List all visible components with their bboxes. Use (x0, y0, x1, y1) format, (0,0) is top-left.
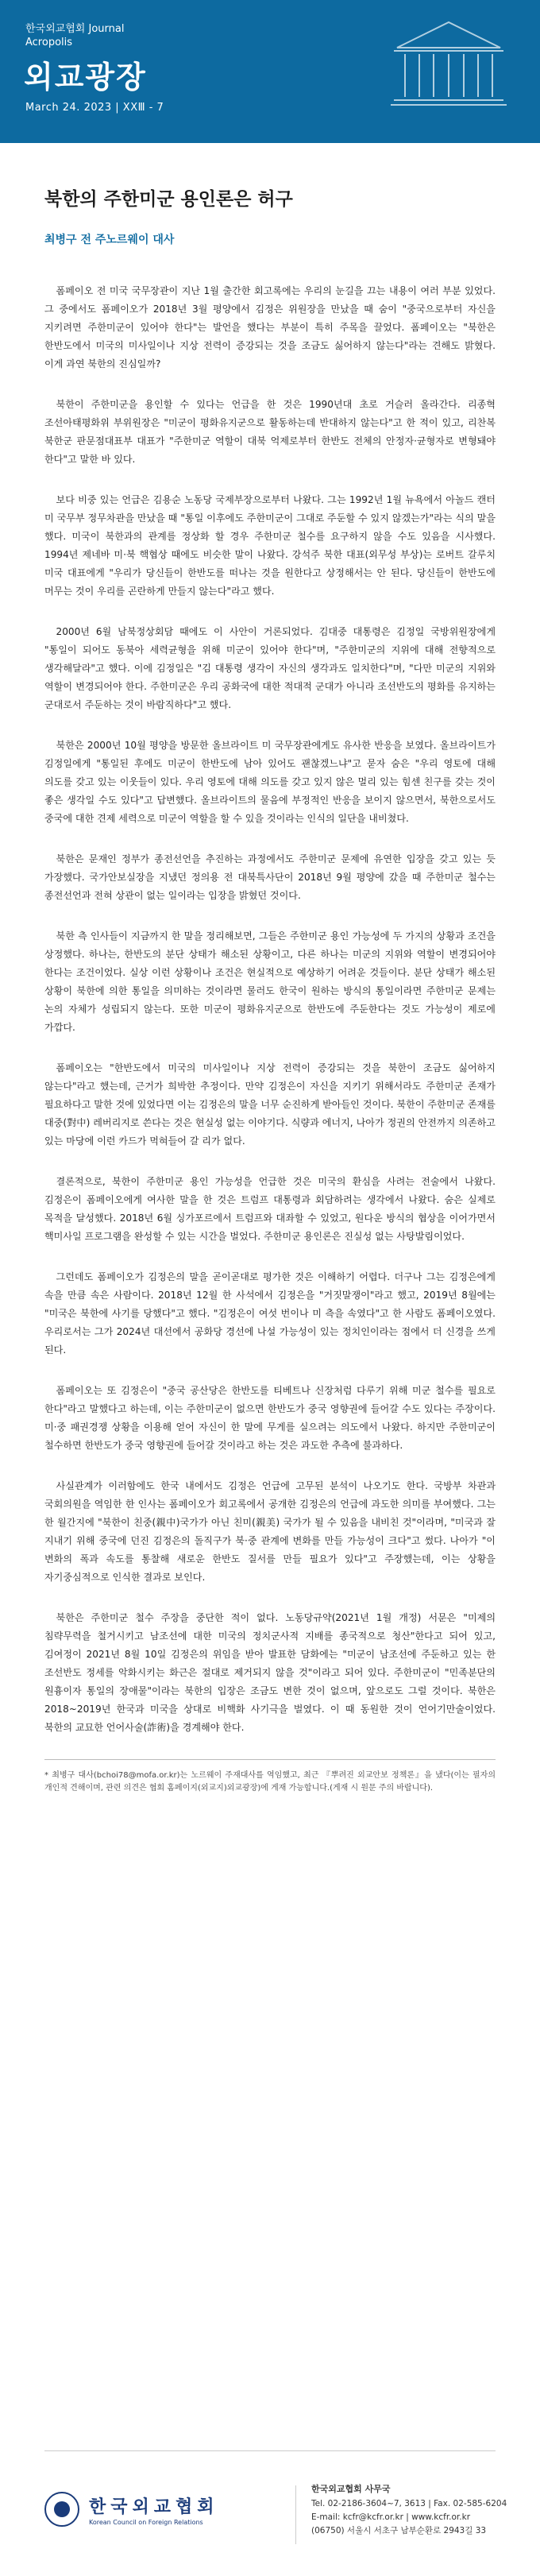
journal-org-ko: 한국외교협회 Journal (25, 23, 125, 35)
tel-fax: Tel. 02-2186-3604~7, 3613 | Fax. 02-585-6204 (311, 2499, 507, 2508)
paragraph: 북한 측 인사들이 지금까지 한 말을 정리해보면, 그들은 주한미군 용인 가능성에 두 가지의 상황과 조건을 상정했다. 하나는, 한반도의 분단 상태가 해소된 상황이고, 다른 하나는 미군의 지위와 역할이 변경되어야 한다는 조건이었다. 실상 이런 상황이나 조건은 현실적으로 예상하기 어려운 것들이다. 분단 상태가 해소된 상황이 북한에 의한 통일을 의미하는 것이라면 물러도 한국이 원하는 방식의 통일이라면 주한미군 문제는 논의 자체가 성립되지 않는다. 또한 미군이 평화유지군으로 한반도에 주둔한다는 것도 가능성이 제로에 가깝다. (44, 930, 496, 1033)
address: (06750) 서울시 서초구 남부순환로 2943길 33 (311, 2526, 487, 2535)
paragraph: 폼페이오는 "한반도에서 미국의 미사일이나 지상 전력이 증강되는 것을 북한이 조금도 싫어하지 않는다"라고 했는데, 근거가 희박한 추정이다. 만약 김정은이 자신을 지키기 위해서라도 주한미군 존재가 필요하다고 말한 것에 있었다면 이는 김정은의 말을 너무 순진하게 받아들인 것이다. 북한이 주한미군 존재를 대중(對中) 레버리지로 쓴다는 것은 현실성 없는 이야기다. 식량과 에너지, 나아가 정권의 안전까지 의존하고 있는 마당에 이런 카드가 먹혀들어 갈 리가 없다. (44, 1062, 496, 1147)
article-author: 최병구 전 주노르웨이 대사 (44, 234, 175, 246)
paragraph: 2000년 6월 남북정상회담 때에도 이 사안이 거론되었다. 김대중 대통령은 김정일 국방위원장에게 "통일이 되어도 동북아 세력균형을 위해 미군이 있어야 한다"며, "주한미군의 지위에 대해 전향적으로 생각해달라"고 했다. 이에 김정일은 "김 대통령 생각이 자신의 생각과도 일치한다"며, "다만 미군의 지위와 역할이 변경되어야 한다. 주한미군은 우리 공화국에 대한 적대적 군대가 아니라 조선반도의 평화를 유지하는 군대로서 주둔하는 것이 바람직하다"고 했다. (44, 626, 496, 710)
paragraph: 북한은 2000년 10월 평양을 방문한 올브라이트 미 국무장관에게도 유사한 반응을 보였다. 올브라이트가 김정일에게 "통일된 후에도 미군이 한반도에 남아 있어도 괜찮겠느냐"고 묻자 숨은 "우리 영토에 대해 의도를 갖고 있는 이웃들이 있다. 우리 영토에 대해 의도를 갖고 있지 않은 멀리 있는 힘센 친구를 갖는 것이 좋은 생각일 수도 있다"고 답변했다. 올브라이트의 물음에 부정적인 반응을 보이지 않으면서, 북한으로서도 중국에 대한 견제 세력으로 미군이 역할을 할 수 있을 것이라는 인식의 일단을 내비쳤다. (44, 740, 496, 824)
paragraph: 폼페이오 전 미국 국무장관이 지난 1월 출간한 회고록에는 우리의 눈길을 끄는 내용이 여러 부분 있었다. 그 중에서도 폼페이오가 2018년 3월 평양에서 김정은 위원장을 만났을 때 숨이 "중국으로부터 자신을 지키려면 주한미군이 있어야 한다"는 발언을 했다는 부분이 특히 주목을 끌었다. 폼페이오는 "북한은 한반도에서 미국의 미사일이나 지상 전력이 증강되는 것을 조금도 싫어하지 않는다"라는 견해도 밝혔다. 이게 과연 북한의 진심일까? (44, 285, 496, 369)
paragraph: 결론적으로, 북한이 주한미군 용인 가능성을 언급한 것은 미국의 환심을 사려는 전술에서 나왔다. 김정은이 폼페이오에게 여사한 말을 한 것은 트럼프 대통령과 회담하려는 생각에서 나왔다. 숨은 실제로 목적을 달성했다. 2018년 6월 싱가포르에서 트럼프와 대좌할 수 있었고, 원다운 방식의 협상을 이어가면서 핵미사일 프로그램을 완성할 수 있는 시간을 벌었다. 주한미군 용인론은 진실성 없는 사탕발림이었다. (44, 1176, 496, 1242)
journal-org (25, 22, 124, 49)
paragraph: 북한이 주한미군을 용인할 수 있다는 언급을 한 것은 1990년대 초로 거슬러 올라간다. 리종혁 조선아태평화위 부위원장은 "미군이 평화유지군으로 활동하는데 반대하지 않는다"고 한 적이 있고, 리찬복 북한군 판문점대표부 대표가 "주한미군 역할이 대북 억제로부터 한반도 전체의 안정자·균형자로 변형돼야 한다"고 말한 바 있다. (44, 399, 496, 465)
paragraph: 북한은 주한미군 철수 주장을 중단한 적이 없다. 노동당규약(2021년 1월 개정) 서문은 "미제의 침략무력을 철거시키고 남조선에 대한 미국의 정치군사적 지배를 종국적으로 청산"한다고 되어 있고, 김여정이 2021년 8월 10일 김정은의 위임을 받아 발표한 담화에는 "미군이 남조선에 주둔하고 있는 한 조선반도 정세를 악화시키는 화근은 절대로 제거되지 않을 것"이라고 되어 있다. 주한미군이 "민족분단의 원흉이자 통일의 장애물"이라는 북한의 입장은 조금도 변한 것이 없으며, 앞으로도 그럴 것이다. 북한은 2018~2019년 한국과 미국을 상대로 비핵화 사기극을 벌였다. 이 때 동원한 것이 언어기만술이었다. 북한의 교묘한 언어사술(詐術)을 경계해야 한다. (44, 1612, 496, 1733)
paragraph: 보다 비중 있는 언급은 김용순 노동당 국제부장으로부터 나왔다. 그는 1992년 1월 뉴욕에서 아놀드 캔터 미 국무부 정무차관을 만났을 때 "통일 이후에도 주한미군이 그대로 주둔할 수 있지 않겠는가"라는 식의 말을 했다. 미국이 북한과의 관계를 정상화 할 경우 주한미군 철수를 요구하지 않을 수도 있음을 시사했다. 1994년 제네바 미·북 핵협상 때에도 비슷한 말이 나왔다. 강석주 북한 대표(외무성 부상)는 로버트 갈루치 미국 대표에게 "우리가 당신들이 한반도를 떠나는 것을 원한다고 상정해서는 안 된다. 당신들이 한반도에 머무는 것이 우리를 곤란하게 만들지 않는다"라고 했다. (44, 494, 496, 597)
journal-org-en: Acropolis (25, 37, 73, 48)
article-title: 북한의 주한미군 용인론은 허구 (44, 189, 293, 210)
email-web: E-mail: kcfr@kcfr.or.kr | www.kcfr.or.kr (311, 2512, 471, 2522)
logo-name-ko: 한국외교협회 (89, 2497, 219, 2517)
journal-header (0, 0, 540, 143)
paragraph: 폼페이오는 또 김정은이 "중국 공산당은 한반도를 티베트나 신장처럼 다루기 위해 미군 철수를 필요로 한다"라고 말했다고 하는데, 이는 주한미군이 없으면 한반도가 중국 영향권에 들어갈 수도 있다는 주장이다. 미·중 패권경쟁 상황을 이용해 얻어 자신이 한 말에 무게를 실으려는 의도에서 나왔다. 하지만 주한미군이 철수하면 한반도가 중국 영향권에 들어갈 것이라고 하는 것은 과도한 추측에 불과하다. (44, 1385, 496, 1451)
office-name: 한국외교협회 사무국 (311, 2484, 391, 2494)
kcfr-emblem-icon (44, 2492, 79, 2527)
logo-name-en: Korean Council on Foreign Relations (89, 2519, 203, 2526)
article-body (44, 282, 496, 1737)
footer-separator (295, 2485, 296, 2544)
journal-title: 외교광장 (24, 60, 147, 95)
contact-info (311, 2482, 507, 2538)
footer-divider (44, 2450, 496, 2451)
page-footer (0, 2450, 540, 2576)
author-footnote: * 최병구 대사(bchoi78@mofa.or.kr)는 노르웨이 주재대사를 역임했고, 최근 『뿌려진 외교안보 정책론』을 냈다(이는 필자의 개인적 견해이며, 관련 의견은 협회 홈페이지(외교지)외교광장)에 게재 가능합니다.(게재 시 원문 주의 바랍니다). (44, 1771, 496, 1793)
footnote-divider (44, 1759, 496, 1760)
paragraph: 북한은 문재인 정부가 종전선언을 추진하는 과정에서도 주한미군 문제에 유연한 입장을 갖고 있는 듯 가장했다. 국가안보실장을 지냈던 정의용 전 대북특사단이 2018년 9월 평양에 갔을 때 주한미군 철수는 종전선언과 전혀 상관이 없는 일이라는 입장을 밝혔던 것이다. (44, 853, 496, 901)
paragraph: 그런데도 폼페이오가 김정은의 말을 곧이곧대로 평가한 것은 이해하기 어렵다. 더구나 그는 김정은에게 속을 만큼 속은 사람이다. 2018년 12월 한 사석에서 김정은을 "거짓말쟁이"라고 했고, 2019년 8월에는 "미국은 북한에 사기를 당했다"고 했다. "김정은이 여섯 번이나 미 측을 속였다"고 한 사람도 폼페이오였다. 우리로서는 그가 2024년 대선에서 공화당 경선에 나설 가능성이 있는 정치인이라는 점에서 더 신경을 쓰게 된다. (44, 1271, 496, 1356)
issue-date: March 24. 2023 | XXⅢ - 7 (25, 102, 164, 114)
kcfr-logo (44, 2489, 267, 2536)
article (0, 184, 540, 1795)
paragraph: 사실관계가 이러함에도 한국 내에서도 김정은 언급에 고무된 분석이 나오기도 한다. 국방부 차관과 국회의원을 역임한 한 인사는 폼페이오가 회고록에서 공개한 김정은의 언급에 과도한 의미를 부여했다. 그는 한 월간지에 "북한이 친중(親中)국가가 아닌 친미(親美) 국가가 될 수 있음을 내비친 것"이라며, "미국과 잘 지내기 위해 중국에 던진 김정은의 돌직구가 북·중 관계에 변화를 만들 가능성이 크다"고 썼다. 나아가 "이 변화의 폭과 속도를 통찰해 새로운 한반도 질서를 만들 필요가 있다"고 주장했는데, 이는 상황을 자기중심적으로 인식한 결과로 보인다. (44, 1480, 496, 1583)
parthenon-icon (389, 16, 508, 111)
